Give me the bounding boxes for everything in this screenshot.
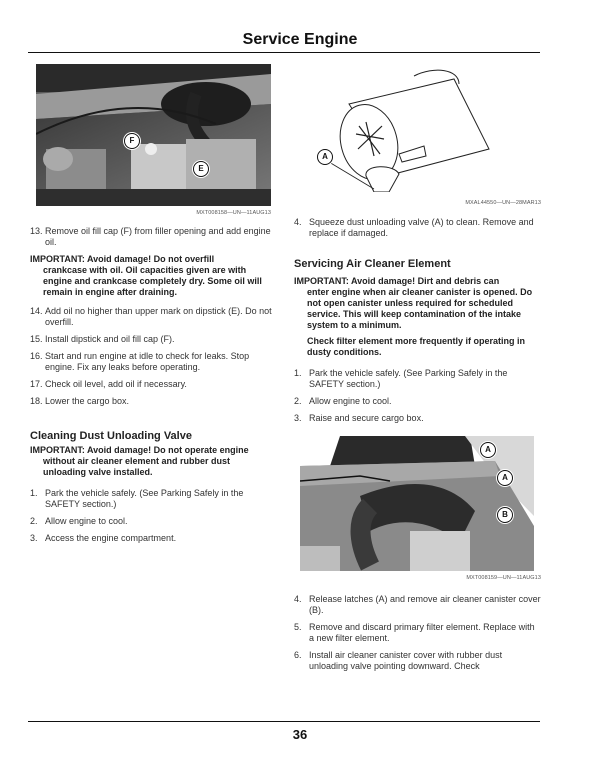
air-cleaner-latches-figure <box>294 436 541 584</box>
callout-e: E <box>193 161 209 177</box>
step-number: 1. <box>294 368 302 378</box>
step-number: 18. <box>30 396 43 406</box>
section-heading-dust-valve: Cleaning Dust Unloading Valve <box>30 430 192 442</box>
page-title: Service Engine <box>242 31 358 48</box>
step-number: 3. <box>30 533 38 543</box>
callout-b: B <box>497 507 513 523</box>
step-number: 14. <box>30 306 43 316</box>
step-number: 2. <box>294 396 302 406</box>
step-text: Check oil level, add oil if necessary. <box>45 379 187 389</box>
step-13 <box>30 226 275 248</box>
step-number: 1. <box>30 488 38 498</box>
step-2 <box>294 396 541 407</box>
step-number: 17. <box>30 379 43 389</box>
step-3 <box>30 533 275 544</box>
step-5 <box>294 622 541 644</box>
step-text: Install air cleaner canister cover with rubber dust unloading valve pointing downward. Check <box>309 650 503 671</box>
callout-a: A <box>317 149 333 165</box>
important-note: Check filter element more frequently if operating in dusty conditions. <box>307 336 526 357</box>
air-cleaner-drawing <box>294 64 541 192</box>
step-number: 13. <box>30 226 43 236</box>
step-number: 4. <box>294 594 302 604</box>
important-lead: IMPORTANT: Avoid damage! Dirt and debris can <box>294 276 500 286</box>
engine-oil-photo <box>36 64 271 206</box>
figure-caption: MXT008159—UN—11AUG13 <box>466 575 541 581</box>
important-notice-air-cleaner <box>294 276 541 358</box>
step-text: Start and run engine at idle to check for leaks. Stop engine. Fix any leaks before operating. <box>45 351 250 372</box>
step-number: 6. <box>294 650 302 660</box>
step-15 <box>30 334 275 345</box>
engine-oil-figure <box>30 64 275 219</box>
left-column <box>30 64 275 550</box>
right-column <box>294 64 541 678</box>
engine-compartment-image <box>36 64 271 206</box>
step-16 <box>30 351 275 373</box>
step-number: 3. <box>294 413 302 423</box>
step-17 <box>30 379 275 390</box>
step-number: 16. <box>30 351 43 361</box>
step-3 <box>294 413 541 424</box>
step-text: Access the engine compartment. <box>45 533 177 543</box>
step-number: 4. <box>294 217 302 227</box>
step-6 <box>294 650 541 672</box>
step-2 <box>30 516 275 527</box>
important-body: enter engine when air cleaner canister is opened. Do not open canister unless required for scheduled service. This will keep contamination of the intake system to a minimum. <box>307 287 533 330</box>
air-cleaner-figure <box>294 64 541 209</box>
step-1 <box>294 368 541 390</box>
air-cleaner-installed-image <box>300 436 534 571</box>
step-number: 5. <box>294 622 302 632</box>
step-text: Release latches (A) and remove air cleaner canister cover (B). <box>309 594 541 615</box>
step-14 <box>30 306 275 328</box>
step-4-squeeze <box>294 217 541 239</box>
step-text: Allow engine to cool. <box>309 396 392 406</box>
step-text: Remove and discard primary filter element. Replace with a new filter element. <box>309 622 535 643</box>
step-number: 2. <box>30 516 38 526</box>
important-body: without air cleaner element and rubber dust unloading valve installed. <box>43 456 231 477</box>
step-text: Squeeze dust unloading valve (A) to clean. Remove and replace if damaged. <box>309 217 534 238</box>
callout-f: F <box>124 133 140 149</box>
step-4-release <box>294 594 541 616</box>
step-18 <box>30 396 275 407</box>
important-lead: IMPORTANT: Avoid damage! Do not operate engine <box>30 445 249 455</box>
step-number: 15. <box>30 334 43 344</box>
step-text: Park the vehicle safely. (See Parking Safely in the SAFETY section.) <box>309 368 508 389</box>
header-rule <box>28 52 540 53</box>
page-number: 36 <box>292 727 308 742</box>
figure-caption: MXT008158—UN—11AUG13 <box>196 210 271 216</box>
callout-a-upper: A <box>480 442 496 458</box>
step-text: Add oil no higher than upper mark on dipstick (E). Do not overfill. <box>45 306 272 327</box>
air-cleaner-canister-illustration <box>294 64 541 192</box>
air-cleaner-photo <box>300 436 534 571</box>
step-1 <box>30 488 275 510</box>
section-heading-air-cleaner: Servicing Air Cleaner Element <box>294 258 451 270</box>
step-text: Allow engine to cool. <box>45 516 128 526</box>
step-text: Install dipstick and oil fill cap (F). <box>45 334 175 344</box>
important-notice-oil <box>30 254 275 298</box>
footer-rule <box>28 721 540 722</box>
callout-a-lower: A <box>497 470 513 486</box>
important-lead: IMPORTANT: Avoid damage! Do not overfill <box>30 254 215 264</box>
important-body: crankcase with oil. Oil capacities given are with engine and crankcase completely dry. Some oil will remain in engine after draining. <box>43 265 262 297</box>
figure-caption: MXAL44550—UN—28MAR13 <box>465 200 541 206</box>
step-text: Lower the cargo box. <box>45 396 130 406</box>
step-text: Raise and secure cargo box. <box>309 413 424 423</box>
step-text: Park the vehicle safely. (See Parking Safely in the SAFETY section.) <box>45 488 244 509</box>
step-text: Remove oil fill cap (F) from filler opening and add engine oil. <box>45 226 271 247</box>
important-notice-dust-valve <box>30 445 275 478</box>
